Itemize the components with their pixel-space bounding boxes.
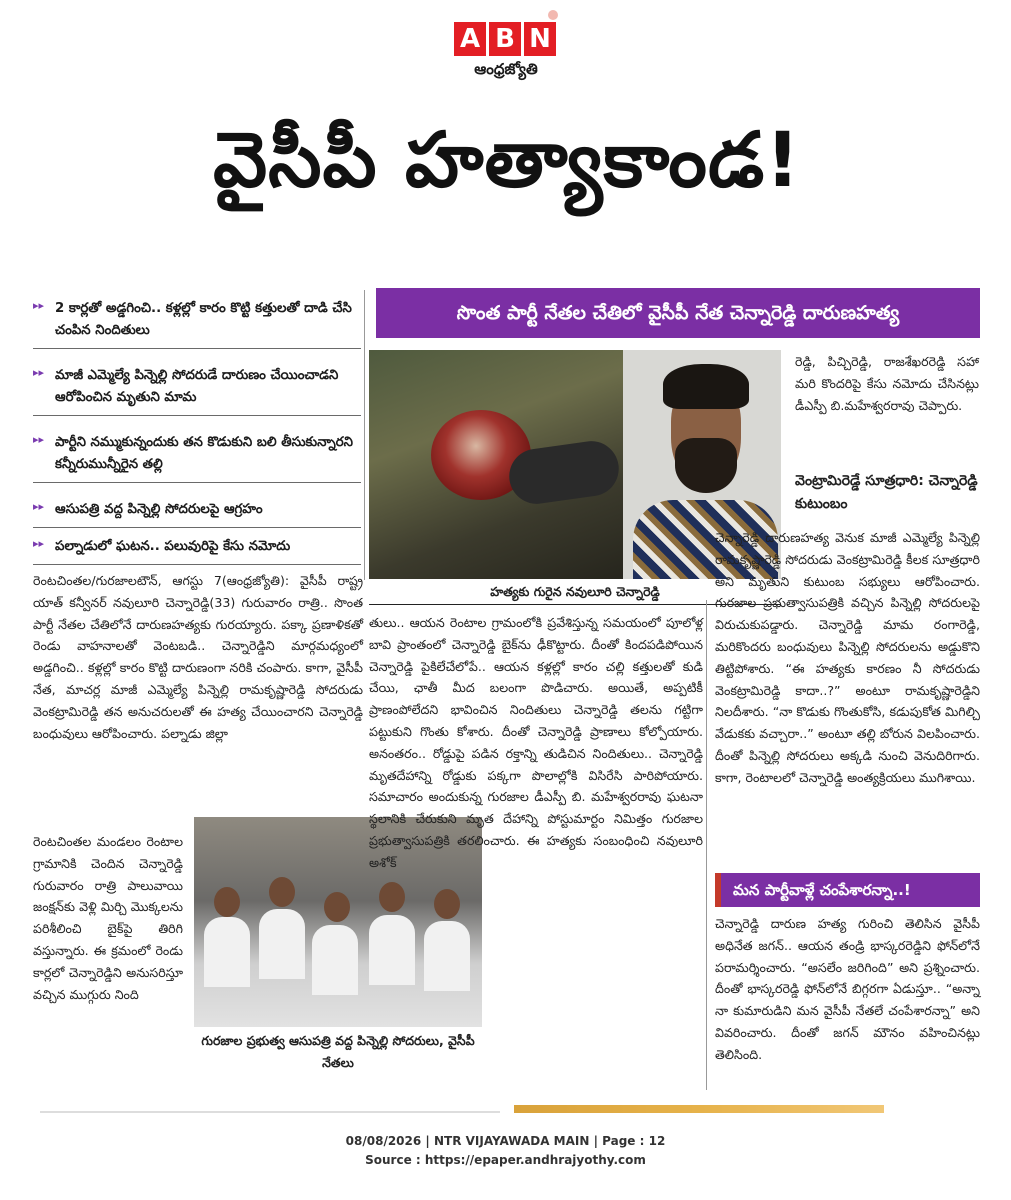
footer-divider [40, 1111, 500, 1113]
footer-accent-bar [514, 1105, 884, 1113]
crime-scene-photo [369, 350, 623, 579]
bullet-arrow-icon: ▸▸ [33, 433, 45, 446]
article-column-1-continued [33, 831, 183, 1005]
bullet-text: పల్నాడులో ఘటన.. పలువురిపై కేసు నమోదు [55, 539, 291, 554]
crowd-person [369, 915, 415, 985]
crowd-person [269, 877, 295, 907]
crowd-person [379, 882, 405, 912]
article-paragraph: తులు.. ఆయన రెంటాల గ్రామంలోకి ప్రవేశిస్తున్న సమయంలో పూలోళ్ల బావి ప్రాంతంలో చెన్నారెడ్డి బైక్‌ను ఢీకొట్టారు. దీంతో కిందపడిపోయిన చెన్నారెడ్డి పైకిలేచేలోపే.. ఆయన కళ్లల్లో కారం చల్లి కత్తులతో కుడి చేయి, ఛాతీ మీద బలంగా పొడిచారు. అయితే, అప్పటికీ ప్రాణంపోలేదని భావించిన నిందితులు చెన్నారెడ్డి తలను గట్టిగా పట్టుకుని గొంతు కోశారు. దీంతో చెన్నారెడ్డి ప్రాణాలు కోల్పోయారు. అనంతరం.. రోడ్డుపై పడిన రక్తాన్ని తుడిచిన నిందితులు.. చెన్నారెడ్డి మృతదేహాన్ని రోడ్డుకు పక్కగా పొలాల్లోకి విసిరేసి పారిపోయారు. సమాచారం అందుకున్న గురజాల డీఎస్పీ బి. మహేశ్వరరావు ఘటనా స్థలానికి చేరుకుని మృత దేహాన్ని పోస్టుమార్టం నిమిత్తం గురజాల ప్రభుత్వాసుపత్రికి తరలించారు. ఈ హత్యకు సంబంధించి నవులూరి అశోక్ [369, 615, 703, 870]
bullet-item [33, 294, 361, 349]
logo-subtitle: ఆంధ్రజ్యోతి [474, 60, 538, 78]
portrait-hair [663, 364, 749, 409]
crowd-person [324, 892, 350, 922]
subheadline-bar: సొంత పార్టీ నేతల చేతిలో వైసీపీ నేత చెన్నారెడ్డి దారుణహత్య [376, 288, 980, 338]
victim-photo-caption: హత్యకు గురైన నవులూరి చెన్నారెడ్డి [369, 580, 781, 605]
article-paragraph: రెంటచింతల/గురజాలటౌన్, ఆగస్టు 7(ఆంధ్రజ్యోతి): వైసీపీ రాష్ట్ర యాత్ కన్వీనర్ నవులూరి చెన్నారెడ్డి(33) గురువారం రాత్రి.. సొంత పార్టీ నేతల చేతిలోనే దారుణహత్యకు గురయ్యారు. పక్కా ప్రణాళికతో రెండు వాహనాలతో వెంటబడి.. చెన్నారెడ్డిని మార్గమధ్యంలో అడ్డగించి.. కళ్లల్లో కారం కొట్టి దారుణంగా నరికి చంపారు. కాగా, వైసీపీ నేత, మాచర్ల మాజీ ఎమ్మెల్యే పిన్నెల్లి రామకృష్ణారెడ్డి సోదరుడు వెంకట్రామిరెడ్డి తన అనుచరులతో ఈ హత్య చేయించారని చెన్నారెడ్డి బంధువులు ఆరోపించారు. పల్నాడు జిల్లా [33, 573, 363, 741]
logo-letter-b: B [489, 22, 521, 56]
bullet-item [33, 361, 361, 416]
portrait-beard [675, 438, 737, 493]
article-paragraph: చెన్నారెడ్డి దారుణ హత్య గురించి తెలిసిన వైసీపీ అధినేత జగన్.. ఆయన తండ్రి భాస్కరరెడ్డిని ఫోన్‌లోనే పరామర్శించారు. “అసలేం జరిగింది” అని ప్రశ్నించారు. దీంతో భాస్కరరెడ్డి ఫోన్‌లోనే బిగ్గరగా ఏడుస్తూ.. “అన్నా నా కుమారుడిని మన వైసీపీ నేతలే చంపేశారన్నా” అని వివరించారు. దీంతో జగన్ మౌనం వహించినట్లు తెలిసింది. [715, 916, 980, 1062]
logo-letter-a: A [454, 22, 486, 56]
bullet-item [33, 428, 361, 483]
bullet-text: పార్టీని నమ్ముకున్నందుకు తన కొడుకుని బలి తీసుకున్నారని కన్నీరుమున్నీరైన తల్లి [55, 435, 353, 472]
crowd-person [424, 921, 470, 991]
footer-source-link[interactable]: Source : https://epaper.andhrajyothy.com [365, 1153, 646, 1167]
column-divider [706, 600, 707, 1090]
logo-decoration-icon [548, 10, 558, 20]
article-column-3-body [715, 527, 980, 789]
crowd-person [434, 889, 460, 919]
article-paragraph: రెడ్డి, పిచ్చిరెడ్డి, రాజశేఖరరెడ్డి సహా మరి కొందరిపై కేసు నమోదు చేసినట్లు డీఎస్పీ బి.మహేశ్వరరావు చెప్పారు. [795, 354, 979, 413]
article-column-2 [369, 612, 703, 874]
crowd-person [204, 917, 250, 987]
hospital-photo-caption: గురజాల ప్రభుత్వ ఆసుపత్రి వద్ద పిన్నెల్లి సోదరులు, వైసీపీ నేతలు [201, 1033, 475, 1070]
column-divider [364, 290, 365, 580]
bullet-arrow-icon: ▸▸ [33, 299, 45, 312]
bullet-text: మాజీ ఎమ్మెల్యే పిన్నెల్లి సోదరుడే దారుణం చేయించాడని ఆరోపించిన మృతుని మామ [55, 368, 339, 405]
bullet-text: 2 కార్లతో అడ్డగించి.. కళ్లల్లో కారం కొట్టి కత్తులతో దాడి చేసి చంపిన నిందితులు [55, 301, 352, 338]
article-column-3-final [715, 913, 980, 1066]
bullet-text: ఆసుపత్రి వద్ద పిన్నెల్లి సోదరులపై ఆగ్రహం [55, 502, 263, 517]
section-heading-box: మన పార్టీవాళ్లే చంపేశారన్నా..! [715, 873, 980, 907]
bullet-arrow-icon: ▸▸ [33, 500, 45, 513]
section-subheading: వెంట్రామిరెడ్డే సూత్రధారి: చెన్నారెడ్డి కుటుంబం [795, 473, 978, 512]
bullet-arrow-icon: ▸▸ [33, 537, 45, 550]
page-headline: వైసీపీ హత్యాకాండ! [213, 115, 801, 204]
logo-letter-n: N [524, 22, 556, 56]
bullet-item [33, 532, 361, 565]
crowd-person [259, 909, 305, 979]
abn-logo [454, 22, 556, 58]
article-column-3 [795, 351, 979, 416]
bullet-item [33, 495, 361, 528]
crowd-person [214, 887, 240, 917]
crowd-person [312, 925, 358, 995]
article-column-1 [33, 570, 363, 744]
footer-edition-info: 08/08/2026 | NTR VIJAYAWADA MAIN | Page : 12 [345, 1134, 666, 1148]
bullet-arrow-icon: ▸▸ [33, 366, 45, 379]
article-paragraph: రెంటచింతల మండలం రెంటాల గ్రామానికి చెందిన చెన్నారెడ్డి గురువారం రాత్రి పాలువాయి జంక్షన్‌కు వెళ్లి మిర్చి మొక్కలను పరిశీలించి బైక్‌పై తిరిగి వస్తున్నారు. ఈ క్రమంలో రెండు కార్లలో చెన్నారెడ్డిని అనుసరిస్తూ వచ్చిన ముగ్గురు నింది [33, 834, 183, 1002]
article-paragraph: చెన్నారెడ్డి దారుణహత్య వెనుక మాజీ ఎమ్మెల్యే పిన్నెల్లి రామకృష్ణారెడ్డి సోదరుడు వెంకట్రామిరెడ్డి కీలక సూత్రధారి అని మృతుని కుటుంబ సభ్యులు ఆరోపించారు. గురజాల ప్రభుత్వాసుపత్రికి వచ్చిన పిన్నెల్లి సోదరులపై విరుచుకుపడ్డారు. చెన్నారెడ్డి మామ రంగారెడ్డి, మరికొందరు బంధువులు పిన్నెల్లి సోదరులను అడ్డుకొని తిట్టిపోశారు. “ఈ హత్యకు కారణం నీ సోదరుడు వెంకట్రామిరెడ్డి కాదా..?” అంటూ రామకృష్ణారెడ్డిని నిలదీశారు. “నా కొడుకు గొంతుకోసి, కడుపుకోత మిగిల్చి వేడుకకు వచ్చారా..” అంటూ తల్లి బోరున విలపించారు. దీంతో పిన్నెల్లి సోదరులు అక్కడి నుంచి వెనుదిరిగారు. కాగా, రెంటాలలో చెన్నారెడ్డి అంత్యక్రియలు ముగిశాయి. [715, 530, 980, 785]
